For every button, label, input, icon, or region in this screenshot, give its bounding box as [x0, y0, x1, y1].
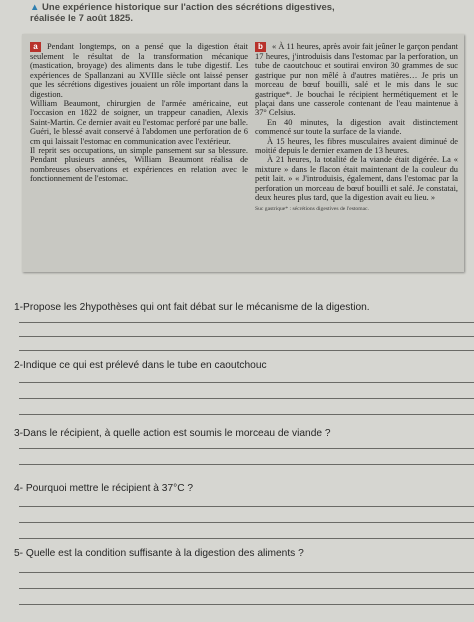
answer-line[interactable] — [19, 464, 474, 465]
answer-line[interactable] — [19, 448, 474, 449]
doc-b-para-1: « À 11 heures, après avoir fait jeûner le garçon pendant 17 heures, j'introduisis dans l'estomac par la perforation, un tube de caoutchouc et soutirai environ 30 grammes de suc gastrique pur non mêlé à d'autres matières… Je pris un morceau de bœuf bouilli, salé et le mis dans le suc gastrique*. Je bouchai le récipient hermétiquement et le plaçai dans une casserole contenant de l'eau maintenue à 37° Celsius. — [255, 42, 458, 118]
answer-line[interactable] — [19, 538, 474, 539]
answer-line[interactable] — [19, 382, 474, 383]
document-b — [255, 42, 458, 213]
bullet-icon: ▲ — [30, 2, 40, 13]
answer-line[interactable] — [19, 336, 474, 337]
doc-a-para-1: Pendant longtemps, on a pensé que la digestion était seulement le résultat de la transformation mécanique (mastication, broyage) des aliments dans le tube digestif. Les expériences de Spallanzani au XVIIIe siècle ont laissé penser que les sécrétions digestives jouaient un rôle important dans la digestion. — [30, 42, 248, 99]
document-a — [30, 42, 248, 184]
answer-line[interactable] — [19, 572, 474, 573]
header-line-1: ▲ Une expérience historique sur l'action des sécrétions digestives, — [30, 2, 335, 13]
doc-a-para-3: Il reprit ses occupations, un simple pansement sur sa blessure. Pendant plusieurs années, William Beaumont réalisa de nombreuses observations et expériences en relation avec le fonctionnement de l'estomac. — [30, 146, 248, 184]
answer-line[interactable] — [19, 398, 474, 399]
question-2: 2-Indique ce qui est prélevé dans le tube en caoutchouc — [14, 360, 267, 371]
doc-b-footnote: Suc gastrique* : sécrétions digestives de l'estomac. — [255, 205, 369, 212]
answer-line[interactable] — [19, 322, 474, 323]
document-panel — [22, 34, 464, 272]
document-header — [30, 2, 450, 24]
answer-line[interactable] — [19, 604, 474, 605]
answer-line[interactable] — [19, 350, 474, 351]
question-1: 1-Propose les 2hypothèses qui ont fait débat sur le mécanisme de la digestion. — [14, 302, 370, 313]
doc-b-para-3: À 15 heures, les fibres musculaires avaient diminué de moitié depuis le dernier examen de 13 heures. — [255, 136, 458, 156]
question-5: 5- Quelle est la condition suffisante à la digestion des aliments ? — [14, 548, 304, 559]
doc-b-para-4: À 21 heures, la totalité de la viande était digérée. La « mixture » dans le flacon était maintenant de la couleur du petit lait. » « J'introduisis, également, dans l'estomac par la perforation un morceau de bœuf bouilli et salé. Je constatai, deux heures plus tard, que la digestion avait eu lieu. » — [255, 155, 458, 203]
answer-line[interactable] — [19, 522, 474, 523]
answer-line[interactable] — [19, 414, 474, 415]
question-3: 3-Dans le récipient, à quelle action est soumis le morceau de viande ? — [14, 428, 331, 439]
answer-line[interactable] — [19, 506, 474, 507]
question-4: 4- Pourquoi mettre le récipient à 37°C ? — [14, 483, 194, 494]
answer-line[interactable] — [19, 588, 474, 589]
doc-a-para-2: William Beaumont, chirurgien de l'armée américaine, eut l'occasion en 1822 de soigner, un trappeur canadien, Alexis Saint-Martin. Ce dernier avait eu l'estomac perforé par une balle. Guéri, le blessé avait conservé à l'abdomen une perforation de 6 cm qui laissait l'estomac en communication avec l'extérieur. — [30, 99, 248, 146]
header-line-2: réalisée le 7 août 1825. — [30, 13, 133, 24]
doc-b-para-2: En 40 minutes, la digestion avait distinctement commencé sur toute la surface de la viande. — [255, 117, 458, 137]
doc-a-tag: a — [30, 42, 41, 52]
doc-b-tag: b — [255, 42, 266, 52]
